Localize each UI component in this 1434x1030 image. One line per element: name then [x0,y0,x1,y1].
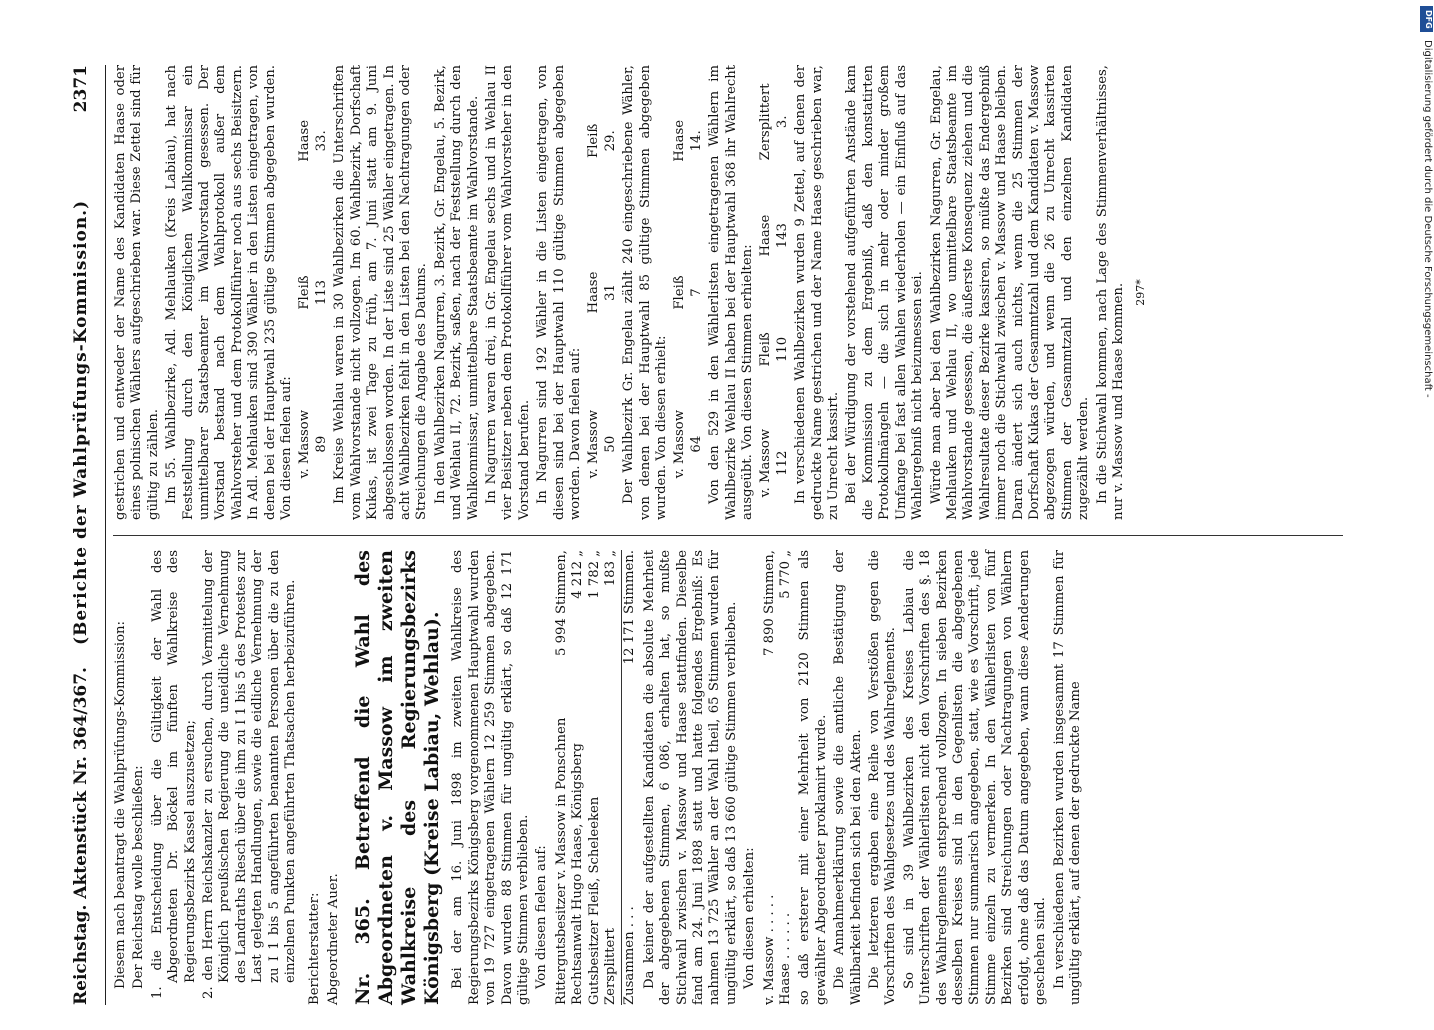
page-number: 2371 [71,65,91,113]
cell: v. Massow [672,409,688,479]
paragraph: In Nagurren waren drei, in Gr. Engelau sechs und in Wehlau II vier Beisitzer neben dem Protokollführer vom Wahlvorsteher in den Vorstand berufen. [483,65,532,520]
runoff-value: 5 770 „ [778,550,793,599]
cell: 64 [688,435,704,453]
cell: Haase [297,119,313,162]
cell: 110 [774,336,790,362]
vote-value: 183 „ [602,550,618,587]
paragraph: Bei der am 16. Juni 1898 im zweiten Wahlkreise des Regierungsbezirks Königsberg vorgenommenen Hauptwahl wurden von 19 727 eingetragenen Wählern 12 259 Stimmen abgegeben. Davon wurden 88 Stimmen für ungültig erklärt, so daß 12 171 gültige Stimmen verblieben. [450,550,531,1005]
cell: Fleiß [758,332,774,367]
digitization-credit: Digitalisierung gefördert durch die Deutsche Forschungsgemeinschaft - [1422,40,1433,398]
vote-row [554,550,570,1005]
runoff-value: 7 890 Stimmen, [761,550,777,656]
paragraph: In Nagurren sind 192 Wähler in die Listen eingetragen, von diesen sind bei der Hauptwahl 110 gültige Stimmen abgegeben worden. Davon fielen auf: [535,65,583,520]
document-page [65,65,1365,1005]
total-label: Zusammen . . . [622,906,638,1005]
cell: Zersplittert [758,83,774,161]
paragraph: In den Wahlbezirken Nagurren, 3. Bezirk, Gr. Engelau, 5. Bezirk, und Wehlau II, 72. Bezirk, saßen, nach der Feststellung durch den Wahlkommissar, unmittelbare Staatsbeamte im Wahlvorstande. [432,65,481,520]
vote-name: Rechtsanwalt Hugo Haase, Königsberg [570,743,586,1005]
cell: 33. [313,130,329,152]
paragraph: Diesem nach beantragt die Wahlprüfungs-Kommission: [113,621,128,989]
dfg-sidebar [1419,0,1434,1000]
vote-name: Rittergutsbesitzer v. Massow in Ponschnen [553,717,569,1005]
cell: Fleiß [297,275,313,310]
reporter-label: Berichterstatter: [307,892,323,1005]
paragraph: Von diesen fielen auf: [534,845,550,989]
cell: 29. [602,130,618,152]
total-value: 12 171 Stimmen. [622,550,638,665]
cell: 143 [774,223,790,249]
vote-total-row [621,550,638,1005]
paragraph: gestrichen und entweder der Name des Kandidaten Haase oder eines polnischen Wählers aufgeschrieben war. Diese Zettel sind für gültig zu zählen. [113,65,161,520]
vote-name: Gutsbesitzer Fleiß, Scheleeken [586,796,602,1005]
paragraph: Würde man aber bei den Wahlbezirken Nagurren, Gr. Engelau, Mehlauken und Wehlau II, wo unmittelbare Staatsbeamte im Wahlvorstande gesessen, die äußerste Konsequenz ziehen und die Wahlresultate dieser Bezirke kassiren, so müßte das Endergebniß immer noch die Stichwahl zwischen v. Massow und Haase bleiben. Daran ändert sich auch nichts, wenn die 25 Stimmen der Dorfschaft Kukas der Gesammtzahl und dem Kandidaten v. Massow abgezogen würden, und wenn die 26 zu Unrecht kassirten Stimmen der Gesammtzahl und den einzelnen Kandidaten zugezählt werden. [928,65,1092,520]
cell: Fleiß [672,275,688,310]
runoff-row [778,550,794,1005]
column-divider [113,535,1343,536]
paragraph: Von den 529 in den Wählerlisten eingetragenen Wählern im Wahlbezirke Wehlau II haben bei der Hauptwahl 368 ihr Wahlrecht ausgeübt. Von diesen Stimmen erhielten: [707,65,756,520]
vote-value: 4 212 „ [570,550,586,599]
vote-name: Zersplittert [602,928,618,1005]
paragraph: so daß ersterer mit einer Mehrheit von 2120 Stimmen als gewählter Abgeordneter proklamirt wurde. [797,550,829,1005]
reporter-name: Abgeordneter Auer. [325,873,341,1005]
vote-row [587,550,603,1005]
motion-item-1: 1. die Entscheidung über die Gültigkeit der Wahl des Abgeordneten Dr. Böckel im fünften Wahlkreise des Regierungsbezirks Kassel auszusetzen; [149,550,198,999]
paragraph: Bei der Würdigung der vorstehend aufgeführten Anstände kam die Kommission zu dem Ergebniß, daß den konstatirten Protokollmängeln — die sich in mehr oder minder großem Umfange bei fast allen Wahlen wiederholen — ein Einfluß auf das Wahlergebniß nicht beizumessen sei. [844,65,926,520]
cell: 31 [602,284,618,301]
vote-row [603,550,619,1005]
cell: 113 [313,279,329,306]
runoff-name: v. Massow . . . . . [761,894,777,1005]
paragraph: So sind in 39 Wahlbezirken des Kreises Labiau die Unterschriften der Wählerlisten nicht den Vorschriften des §. 18 des Wahlreglements entsprechend vollzogen. In sieben Bezirken desselben Kreises sind in den Gegenlisten die abgegebenen Stimmen nur summarisch angegeben, statt, wie es Vorschrift, jede Stimme einzeln zu vermerken. In den Wählerlisten von fünf Bezirken sind Streichungen oder Nachtragungen von Wählern erfolgt, ohne daß das Datum angegeben, wann diese Aenderungen geschehen sind. [901,550,1049,1005]
cell: 14. [688,130,704,152]
vote-table [554,550,639,1005]
paragraph: Die Annahmeerklärung sowie die amtliche Bestätigung der Wählbarkeit befinden sich bei den Akten. [832,550,864,1005]
cell: v. Massow [586,409,602,479]
cell: 50 [602,435,618,453]
column-right [113,65,1152,520]
cell: 89 [313,435,329,453]
cell: v. Massow [297,409,313,479]
paragraph: Von diesen erhielten: [742,847,758,989]
result-table-4 [758,65,791,520]
paragraph: Der Wahlbezirk Gr. Engelau zählt 240 eingeschriebene Wähler, von denen bei der Hauptwahl 85 gültige Stimmen abgegeben wurden. Von diesen erhielt: [621,65,669,520]
vote-value: 5 994 Stimmen, [553,550,569,656]
paragraph: In verschiedenen Wahlbezirken wurden 9 Zettel, auf denen der gedruckte Name gestrichen und der Name Haase geschrieben war, zu Unrecht kassirt. [793,65,842,520]
cell: Haase [586,271,602,314]
result-table-2 [586,65,619,520]
cell: 7 [688,288,704,297]
cell: Fleiß [586,123,602,158]
runoff-row [762,550,778,1005]
paragraph: Die letzteren ergaben eine Reihe von Verstößen gegen die Vorschriften des Wahlgesetzes und des Wahlreglements. [867,550,899,1005]
dfg-logo: DFG [1420,6,1433,32]
result-table-3 [672,65,705,520]
paragraph: Im Kreise Wehlau waren in 30 Wahlbezirken die Unterschriften vom Wahlvorstande nicht vollzogen. Im 60. Wahlbezirk, Dorfschaft Kukas, ist zwei Tage zu früh, am 7. Juni statt am 9. Juni abgeschlossen worden. In der Liste sind 25 Wähler eingetragen. In acht Wahlbezirken fehlt in den Listen bei den Nachtragungen oder Streichungen die Angabe des Datums. [332,65,430,520]
cell: Haase [758,214,774,257]
motion-item-2: 2. den Herrn Reichskanzler zu ersuchen, durch Vermittelung der Königlich preußischen Regierung die uneidliche Vernehmung des Landraths Riesch über die ihm zu I 1 bis 5 des Protestes zur Last gelegten Handlungen, sowie die eidliche Vernehmung der zu I 1 bis 5 angeführten benannten Personen über die zu den einzelnen Punkten angeführten Thatsachen herbeizuführen. [201,550,299,999]
vote-row [570,550,586,1005]
paragraph: Der Reichstag wolle beschließen: [131,765,147,989]
cell: v. Massow [758,428,774,498]
vote-value: 1 782 „ [586,550,602,599]
paragraph: Da keiner der aufgestellten Kandidaten die absolute Mehrheit der abgegebenen Stimmen, 6 086, erhalten hat, so mußte Stichwahl zwischen v. Massow und Haase stattfinden. Dieselbe fand am 24. Juni 1898 statt und hatte folgendes Ergebniß: Es nahmen 13 725 Wähler an der Wahl theil, 65 Stimmen wurden für ungültig erklärt, so daß 13 660 gültige Stimmen verblieben. [641,550,739,1005]
sheet-mark: 297* [1134,279,1148,306]
cell: 3. [774,115,790,129]
runoff-table [762,550,795,1005]
cell: Haase [672,119,688,162]
page-header [65,65,106,1005]
runoff-name: Haase . . . . . . [778,912,793,1005]
header-left: Reichstag. Aktenstück Nr. 364/367. [71,667,91,1005]
header-title: (Berichte der Wahlprüfungs-Kommission.) [71,199,91,645]
paragraph: Im 55. Wahlbezirke, Adl. Mehlauken (Kreis Labiau), hat nach Feststellung durch den Königlichen Wahlkommissar ein unmittelbarer Staatsbeamter im Wahlvorstand gesessen. Der Vorstand bestand nach dem Wahlprotokoll außer dem Wahlvorsteher und dem Protokollführer noch aus sechs Beisitzern. In Adl. Mehlauken sind 390 Wähler in den Listen eingetragen, von denen bei der Hauptwahl 235 gültige Stimmen abgegeben wurden. Von diesen fielen auf: [164,65,295,520]
column-left [113,550,1086,1005]
cell: 112 [774,450,790,476]
paragraph: In die Stichwahl kommen, nach Lage des Stimmenverhältnisses, nur v. Massow und Haase kommen. [1094,65,1126,520]
result-table-1 [297,65,330,520]
paragraph: In verschiedenen Bezirken wurden insgesammt 17 Stimmen für ungültig erklärt, auf denen der gedruckte Name [1051,550,1083,1005]
section-heading-365: Nr. 365. Betreffend die Wahl des Abgeordneten v. Massow im zweiten Wahlkreise des Regierungsbezirks Königsberg (Kreise Labiau, Wehlau). [352,550,444,1005]
